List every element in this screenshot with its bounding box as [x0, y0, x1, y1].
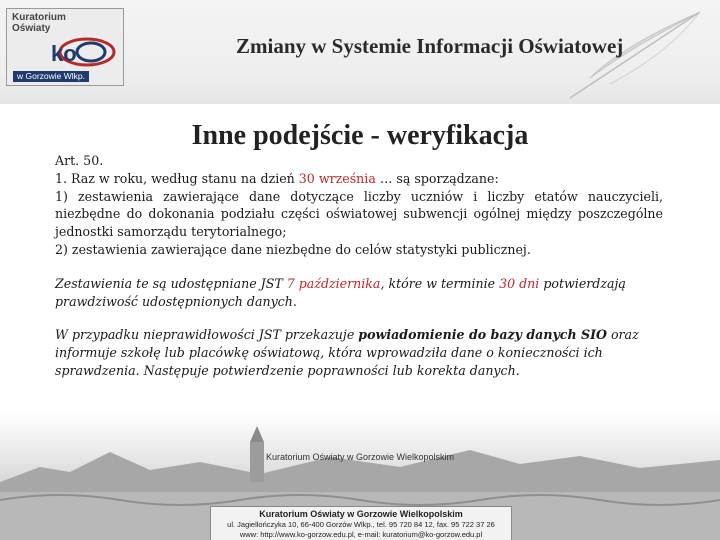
logo-line2: Oświaty: [12, 23, 51, 34]
logo-subtitle: w Gorzowie Wlkp.: [13, 71, 89, 82]
spacer: [55, 259, 663, 275]
footer-top-label: Kuratorium Oświaty w Gorzowie Wielkopolskim: [265, 452, 455, 462]
paragraph-2: 1) zestawienia zawierające dane dotyczące liczby uczniów i liczby etatów nauczycieli, niezbędne do dokonania podziału części oświatowej subwencji ogólnej między poszczególne jednostki samorządu terytorialnego;: [55, 188, 663, 240]
slide-heading: Inne podejście - weryfikacja: [191, 120, 529, 151]
p1-text-a: 1. Raz w roku, według stanu na dzień: [55, 170, 299, 186]
p4-text-c: potwierdzają prawdziwość udostępnionych danych.: [55, 275, 626, 309]
p4-text-a: Zestawienia te są udostępniane JST: [55, 275, 287, 291]
article-number: Art. 50.: [55, 153, 104, 168]
spacer: [55, 310, 663, 326]
logo-mark-text: ko: [51, 41, 77, 66]
p5-text-a: W przypadku nieprawidłowości JST przekazuje: [55, 327, 359, 343]
footer-line-3: www: http://www.ko-gorzow.edu.pl, e-mail: kuratorium@ko-gorzow.edu.pl: [239, 530, 483, 539]
logo-mark-icon: [47, 35, 117, 69]
header-title: Zmiany w Systemie Informacji Oświatowej: [236, 34, 624, 58]
p4-text-b: , które w terminie: [380, 275, 500, 291]
p5-text-b: oraz informuje szkołę lub placówkę oświatową, która wprowadziła dane o konieczności ich sprawdzenia. Następuje potwierdzenie poprawności lub korekta danych.: [55, 327, 639, 378]
p1-text-b: … są sporządzane:: [375, 170, 499, 186]
paragraph-5: [55, 326, 663, 379]
p4-days: 30 dni: [499, 275, 540, 291]
paragraph-1: [55, 170, 663, 188]
p4-date: 7 października: [286, 275, 381, 291]
logo-text: [12, 12, 66, 34]
paragraph-4: [55, 275, 663, 311]
footer-contact-box: [210, 506, 512, 540]
footer-line-2: ul. Jagiellończyka 10, 66-400 Gorzów Wlkp., tel. 95 720 84 12, fax. 95 722 37 26: [227, 520, 495, 529]
logo: [6, 8, 124, 86]
p5-bold: powiadomienie do bazy danych SIO: [358, 327, 607, 343]
p1-date: 30 września: [298, 170, 376, 186]
paragraph-3: 2) zestawienia zawierające dane niezbędne do celów statystyki publicznej.: [55, 241, 531, 257]
footer-line-1: Kuratorium Oświaty w Gorzowie Wielkopolskim: [259, 509, 463, 519]
slide-body: [55, 152, 663, 380]
logo-line1: Kuratorium: [12, 12, 66, 23]
